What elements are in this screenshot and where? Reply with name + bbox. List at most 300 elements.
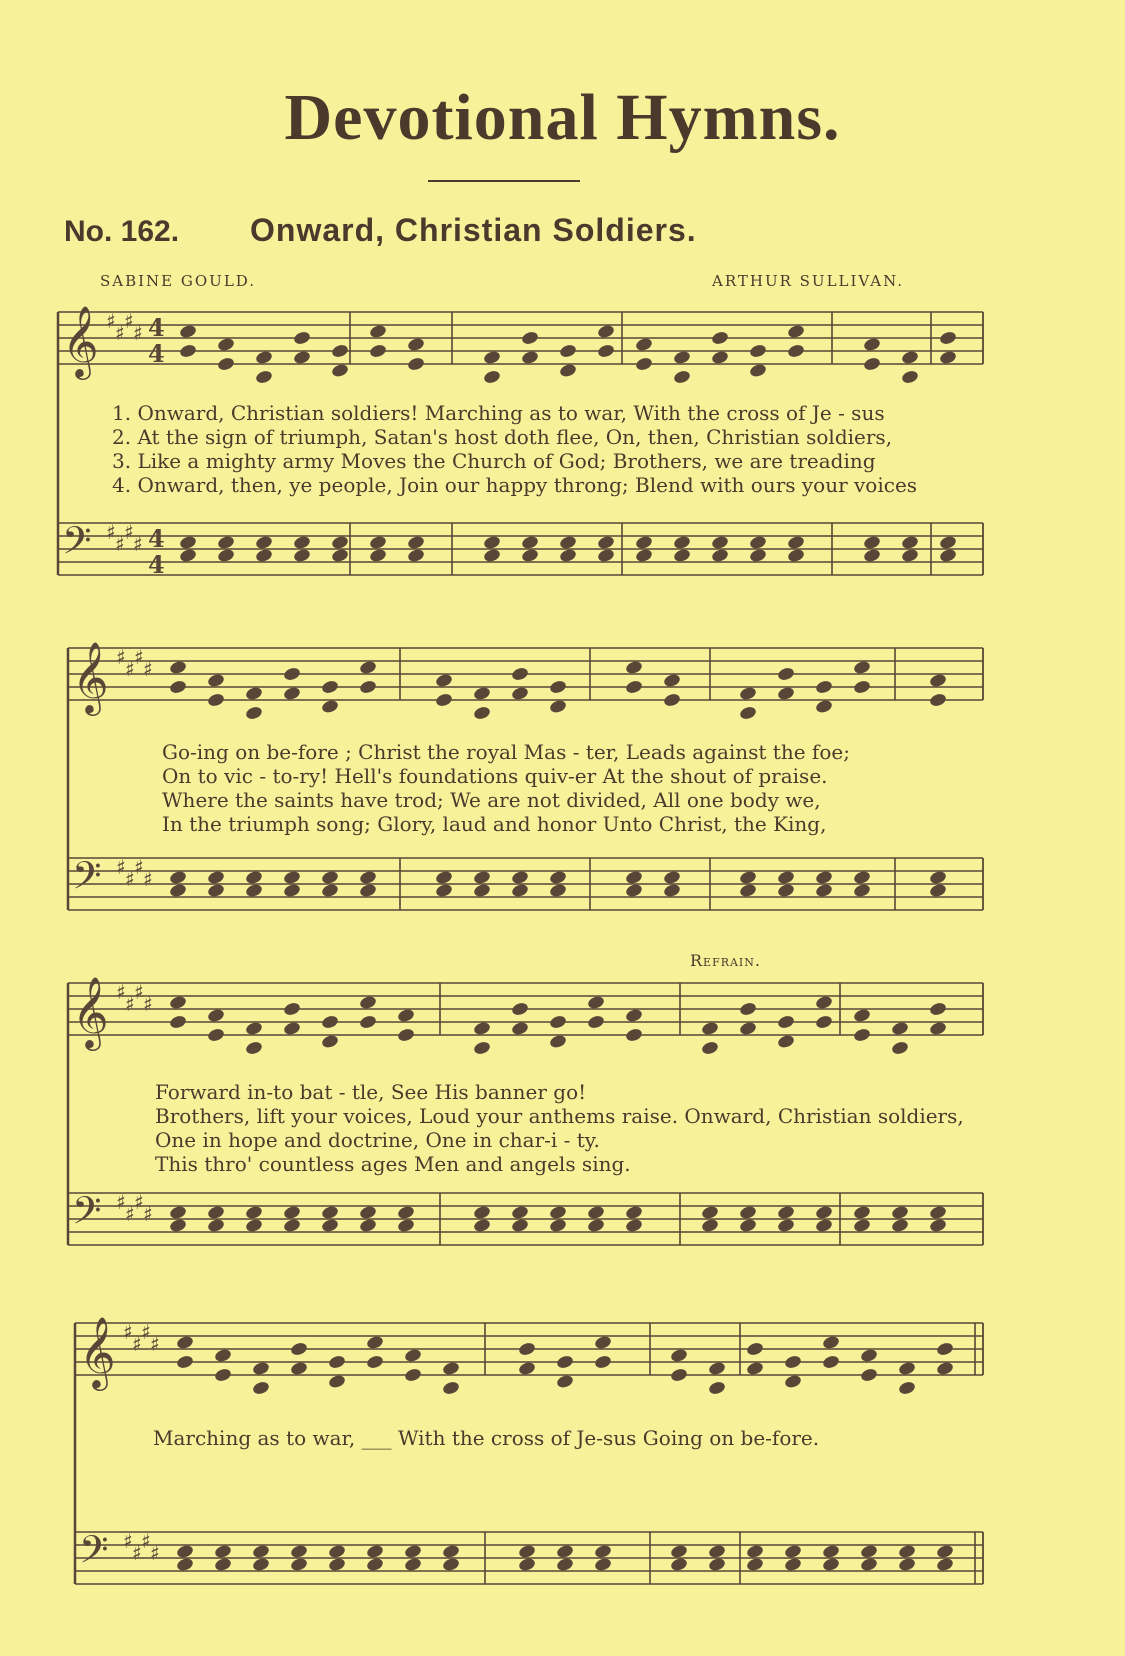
note-head [673, 350, 692, 366]
lyric-line-s3-v2: Brothers, lift your voices, Loud your anthems raise. Onward, Christian soldiers, [155, 1104, 964, 1128]
lyric-line-s2-v3: Where the saints have trod; We are not divided, All one body we, [162, 788, 821, 812]
note-head [435, 870, 454, 886]
note-head [939, 535, 958, 551]
note-head [822, 1557, 841, 1573]
note-head [290, 1361, 309, 1377]
note-head [397, 1027, 416, 1043]
note-head [407, 356, 426, 372]
note-head [404, 1348, 423, 1364]
note-head [176, 1335, 195, 1351]
note-head [207, 883, 226, 899]
sharp-icon: ♯ [150, 1541, 160, 1565]
note-head [359, 1014, 378, 1030]
note-head [929, 673, 948, 689]
note-head [169, 660, 188, 676]
note-head [214, 1348, 233, 1364]
note-head [328, 1544, 347, 1560]
note-head [929, 1205, 948, 1221]
note-head [511, 870, 530, 886]
note-head [255, 350, 274, 366]
note-head [936, 1361, 955, 1377]
note-head [635, 337, 654, 353]
treble-clef-icon: 𝄞 [72, 975, 109, 1048]
note-head [708, 1380, 727, 1396]
note-head [749, 343, 768, 359]
note-head [207, 692, 226, 708]
note-head [331, 363, 350, 379]
note-head [397, 1218, 416, 1234]
sharp-icon: ♯ [116, 980, 126, 1004]
note-head [815, 1014, 834, 1030]
note-head [359, 870, 378, 886]
sharp-icon: ♯ [124, 309, 134, 333]
note-head [369, 535, 388, 551]
note-head [556, 1374, 575, 1390]
sharp-icon: ♯ [134, 1190, 144, 1214]
note-head [359, 660, 378, 676]
note-head [898, 1557, 917, 1573]
note-head [787, 548, 806, 564]
note-head [252, 1380, 271, 1396]
note-head [777, 686, 796, 702]
note-head [939, 350, 958, 366]
sharp-icon: ♯ [133, 532, 143, 556]
note-head [331, 343, 350, 359]
note-head [176, 1354, 195, 1370]
note-head [749, 363, 768, 379]
note-head [891, 1040, 910, 1056]
note-head [359, 679, 378, 695]
note-head [435, 692, 454, 708]
note-head [711, 330, 730, 346]
note-head [179, 343, 198, 359]
note-head [511, 883, 530, 899]
note-head [321, 1034, 340, 1050]
treble-clef-icon: 𝄞 [62, 304, 99, 377]
sharp-icon: ♯ [132, 1541, 142, 1565]
note-head [708, 1544, 727, 1560]
note-head [442, 1544, 461, 1560]
note-head [214, 1544, 233, 1560]
note-head [739, 1021, 758, 1037]
note-head [397, 1205, 416, 1221]
note-head [255, 535, 274, 551]
note-head [483, 548, 502, 564]
treble-time-signature-top: 4 [148, 313, 165, 342]
note-head [746, 1361, 765, 1377]
sharp-icon: ♯ [123, 1320, 133, 1344]
lyric-line-s1-v2: 2. At the sign of triumph, Satan's host doth flee, On, then, Christian soldiers, [112, 425, 893, 449]
note-head [898, 1544, 917, 1560]
note-head [169, 1014, 188, 1030]
note-head [207, 1205, 226, 1221]
note-head [252, 1544, 271, 1560]
note-head [483, 369, 502, 385]
note-head [207, 870, 226, 886]
lyric-line-s1-v4: 4. Onward, then, ye people, Join our happy throng; Blend with ours your voices [112, 473, 918, 497]
note-head [739, 883, 758, 899]
note-head [179, 324, 198, 340]
note-head [853, 1205, 872, 1221]
note-head [673, 535, 692, 551]
sharp-icon: ♯ [123, 1529, 133, 1553]
treble-time-signature-bottom: 4 [148, 339, 165, 368]
note-head [442, 1361, 461, 1377]
note-head [245, 1040, 264, 1056]
note-head [321, 699, 340, 715]
note-head [293, 535, 312, 551]
note-head [898, 1380, 917, 1396]
note-head [245, 686, 264, 702]
note-head [822, 1335, 841, 1351]
note-head [511, 666, 530, 682]
lyricist-credit: SABINE GOULD. [100, 272, 257, 290]
note-head [369, 343, 388, 359]
note-head [283, 870, 302, 886]
note-head [670, 1367, 689, 1383]
treble-clef-icon: 𝄞 [79, 1315, 116, 1388]
note-head [359, 1205, 378, 1221]
note-head [252, 1361, 271, 1377]
note-head [815, 1218, 834, 1234]
note-head [521, 548, 540, 564]
note-head [784, 1544, 803, 1560]
note-head [518, 1557, 537, 1573]
note-head [331, 535, 350, 551]
note-head [217, 337, 236, 353]
note-head [815, 995, 834, 1011]
note-head [521, 535, 540, 551]
composer-credit: ARTHUR SULLIVAN. [712, 272, 904, 290]
note-head [255, 369, 274, 385]
note-head [369, 324, 388, 340]
note-head [901, 350, 920, 366]
note-head [217, 535, 236, 551]
lyric-line-s4-v1: Marching as to war, ___ With the cross of Je-sus Going on be-fore. [153, 1426, 820, 1450]
note-head [442, 1380, 461, 1396]
note-head [404, 1544, 423, 1560]
note-head [207, 1027, 226, 1043]
note-head [663, 673, 682, 689]
note-head [397, 1008, 416, 1024]
note-head [255, 548, 274, 564]
note-head [663, 870, 682, 886]
note-head [815, 699, 834, 715]
note-head [549, 1218, 568, 1234]
note-head [853, 679, 872, 695]
note-head [853, 1027, 872, 1043]
note-head [407, 337, 426, 353]
note-head [207, 1008, 226, 1024]
note-head [939, 548, 958, 564]
note-head [283, 1021, 302, 1037]
note-head [169, 679, 188, 695]
note-head [625, 1205, 644, 1221]
note-head [625, 1027, 644, 1043]
note-head [708, 1361, 727, 1377]
note-head [901, 535, 920, 551]
note-head [214, 1367, 233, 1383]
note-head [331, 548, 350, 564]
note-head [663, 883, 682, 899]
note-head [549, 1034, 568, 1050]
note-head [701, 1021, 720, 1037]
sharp-icon: ♯ [132, 1332, 142, 1356]
note-head [521, 350, 540, 366]
note-head [556, 1557, 575, 1573]
note-head [891, 1021, 910, 1037]
sharp-icon: ♯ [141, 1320, 151, 1344]
note-head [784, 1354, 803, 1370]
note-head [853, 883, 872, 899]
note-head [594, 1335, 613, 1351]
note-head [929, 870, 948, 886]
note-head [739, 1218, 758, 1234]
note-head [711, 548, 730, 564]
note-head [901, 369, 920, 385]
page-title: Devotional Hymns. [284, 81, 841, 154]
note-head [594, 1544, 613, 1560]
note-head [587, 1218, 606, 1234]
sharp-icon: ♯ [134, 855, 144, 879]
note-head [245, 1205, 264, 1221]
note-head [176, 1557, 195, 1573]
sharp-icon: ♯ [125, 657, 135, 681]
treble-clef-icon: 𝄞 [72, 640, 109, 713]
note-head [711, 535, 730, 551]
note-head [328, 1354, 347, 1370]
note-head [473, 1021, 492, 1037]
sharp-icon: ♯ [106, 309, 116, 333]
note-head [169, 1205, 188, 1221]
note-head [860, 1348, 879, 1364]
sharp-icon: ♯ [116, 645, 126, 669]
note-head [587, 995, 606, 1011]
note-head [549, 883, 568, 899]
note-head [359, 883, 378, 899]
sharp-icon: ♯ [124, 520, 134, 544]
note-head [473, 870, 492, 886]
lyric-line-s2-v1: Go-ing on be-fore ; Christ the royal Mas - ter, Leads against the foe; [162, 740, 850, 764]
note-head [511, 1218, 530, 1234]
note-head [739, 1205, 758, 1221]
sharp-icon: ♯ [143, 1202, 153, 1226]
note-head [739, 870, 758, 886]
note-head [518, 1544, 537, 1560]
note-head [293, 350, 312, 366]
note-head [777, 1034, 796, 1050]
note-head [559, 343, 578, 359]
sharp-icon: ♯ [125, 992, 135, 1016]
note-head [179, 535, 198, 551]
note-head [245, 870, 264, 886]
note-head [939, 330, 958, 346]
note-head [815, 883, 834, 899]
refrain-label: Refrain. [690, 951, 761, 970]
sharp-icon: ♯ [150, 1332, 160, 1356]
note-head [556, 1354, 575, 1370]
note-head [853, 870, 872, 886]
note-head [891, 1205, 910, 1221]
note-head [597, 343, 616, 359]
note-head [635, 535, 654, 551]
note-head [473, 1040, 492, 1056]
note-head [283, 883, 302, 899]
note-head [473, 883, 492, 899]
note-head [321, 1014, 340, 1030]
note-head [283, 1001, 302, 1017]
note-head [511, 1205, 530, 1221]
note-head [815, 679, 834, 695]
note-head [625, 1008, 644, 1024]
note-head [473, 686, 492, 702]
note-head [739, 705, 758, 721]
sharp-icon: ♯ [115, 532, 125, 556]
note-head [635, 548, 654, 564]
note-head [290, 1341, 309, 1357]
note-head [518, 1361, 537, 1377]
note-head [283, 1205, 302, 1221]
note-head [169, 1218, 188, 1234]
note-head [559, 363, 578, 379]
note-head [597, 535, 616, 551]
note-head [245, 705, 264, 721]
note-head [366, 1335, 385, 1351]
note-head [860, 1367, 879, 1383]
note-head [179, 548, 198, 564]
note-head [777, 666, 796, 682]
note-head [701, 1205, 720, 1221]
bass-clef-icon: 𝄢 [72, 1188, 102, 1242]
note-head [321, 1205, 340, 1221]
note-head [787, 535, 806, 551]
note-head [746, 1341, 765, 1357]
note-head [597, 548, 616, 564]
note-head [777, 1218, 796, 1234]
note-head [936, 1544, 955, 1560]
note-head [663, 692, 682, 708]
note-head [787, 324, 806, 340]
note-head [435, 673, 454, 689]
note-head [670, 1557, 689, 1573]
note-head [473, 1218, 492, 1234]
note-head [321, 1218, 340, 1234]
note-head [777, 870, 796, 886]
note-head [701, 1218, 720, 1234]
note-head [473, 705, 492, 721]
note-head [359, 1218, 378, 1234]
note-head [853, 1008, 872, 1024]
note-head [176, 1544, 195, 1560]
note-head [749, 548, 768, 564]
note-head [708, 1557, 727, 1573]
note-head [891, 1218, 910, 1234]
sharp-icon: ♯ [125, 1202, 135, 1226]
sharp-icon: ♯ [116, 1190, 126, 1214]
hymn-number: No. 162. [64, 215, 180, 248]
note-head [929, 1021, 948, 1037]
note-head [746, 1557, 765, 1573]
hymn-title: Onward, Christian Soldiers. [250, 212, 697, 248]
note-head [739, 686, 758, 702]
note-head [169, 883, 188, 899]
note-head [936, 1557, 955, 1573]
note-head [442, 1557, 461, 1573]
note-head [936, 1341, 955, 1357]
sharp-icon: ♯ [134, 980, 144, 1004]
note-head [635, 356, 654, 372]
bass-time-signature-bottom: 4 [148, 550, 165, 579]
note-head [594, 1557, 613, 1573]
lyric-line-s2-v2: On to vic - to-ry! Hell's foundations quiv-er At the shout of praise. [162, 764, 828, 788]
note-head [559, 548, 578, 564]
note-head [822, 1354, 841, 1370]
bass-clef-icon: 𝄢 [62, 518, 92, 572]
note-head [863, 535, 882, 551]
note-head [549, 870, 568, 886]
note-head [328, 1374, 347, 1390]
lyric-line-s1-v3: 3. Like a mighty army Moves the Church of God; Brothers, we are treading [112, 449, 876, 473]
sharp-icon: ♯ [106, 520, 116, 544]
note-head [511, 1021, 530, 1037]
sharp-icon: ♯ [125, 867, 135, 891]
note-head [245, 883, 264, 899]
note-head [366, 1557, 385, 1573]
note-head [673, 548, 692, 564]
note-head [549, 1205, 568, 1221]
note-head [207, 673, 226, 689]
note-head [366, 1354, 385, 1370]
note-head [587, 1014, 606, 1030]
note-head [929, 883, 948, 899]
note-head [328, 1557, 347, 1573]
lyric-line-s3-v3: One in hope and doctrine, One in char-i - ty. [155, 1128, 600, 1152]
note-head [901, 548, 920, 564]
note-head [556, 1544, 575, 1560]
lyric-line-s2-v4: In the triumph song; Glory, laud and honor Unto Christ, the King, [162, 812, 827, 836]
note-head [929, 1001, 948, 1017]
note-head [815, 1205, 834, 1221]
note-head [749, 535, 768, 551]
note-head [407, 548, 426, 564]
note-head [549, 679, 568, 695]
bass-time-signature-top: 4 [148, 524, 165, 553]
note-head [784, 1374, 803, 1390]
sharp-icon: ♯ [115, 321, 125, 345]
note-head [777, 1014, 796, 1030]
note-head [283, 1218, 302, 1234]
note-head [746, 1544, 765, 1560]
note-head [549, 699, 568, 715]
note-head [252, 1557, 271, 1573]
note-head [321, 679, 340, 695]
note-head [594, 1354, 613, 1370]
note-head [815, 870, 834, 886]
sharp-icon: ♯ [116, 855, 126, 879]
note-head [670, 1544, 689, 1560]
note-head [625, 870, 644, 886]
note-head [549, 1014, 568, 1030]
note-head [483, 350, 502, 366]
note-head [169, 870, 188, 886]
note-head [321, 883, 340, 899]
note-head [777, 883, 796, 899]
note-head [625, 660, 644, 676]
note-head [853, 660, 872, 676]
note-head [863, 356, 882, 372]
note-head [483, 535, 502, 551]
note-head [701, 1040, 720, 1056]
